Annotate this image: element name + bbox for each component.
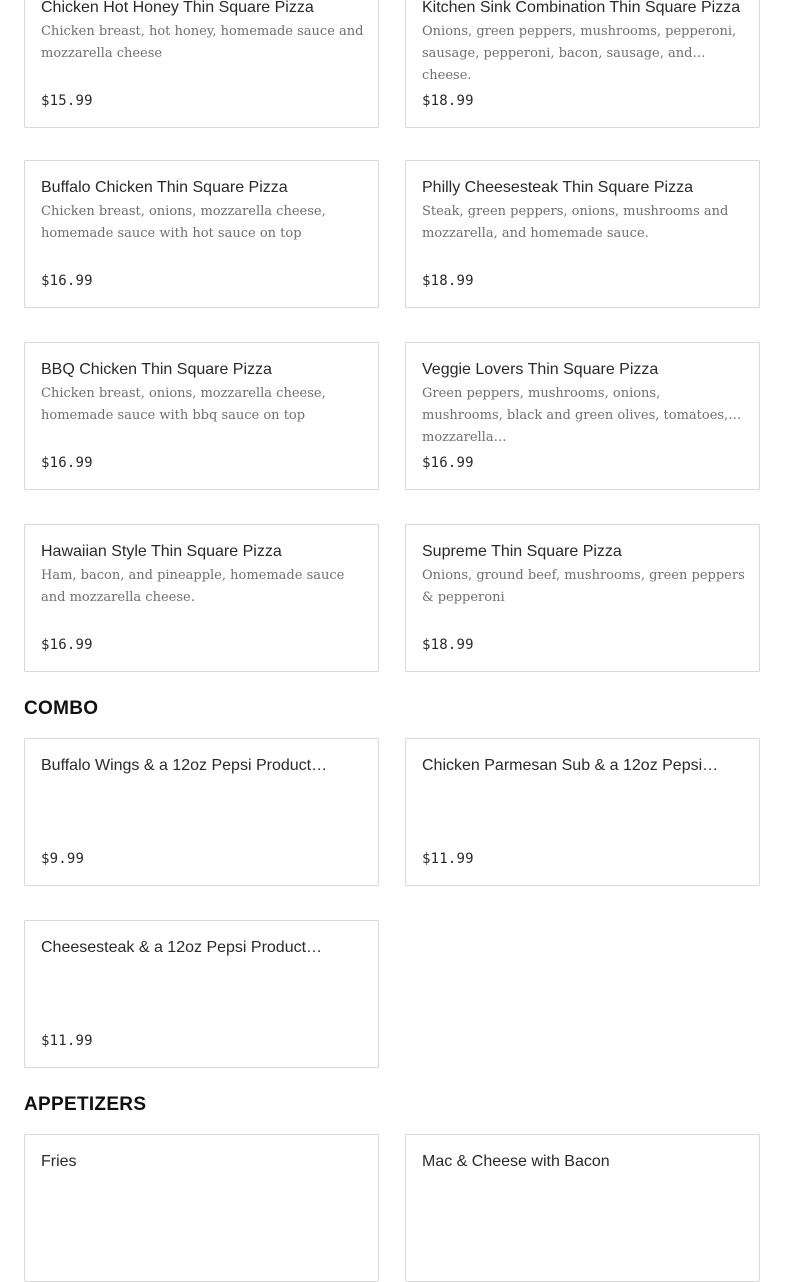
menu-item-price: $18.99 bbox=[422, 273, 474, 289]
menu-item-name: Supreme Thin Square Pizza bbox=[422, 543, 622, 560]
menu-item-name: Hawaiian Style Thin Square Pizza bbox=[41, 543, 282, 560]
menu-item-description: Green peppers, mushrooms, onions, mushrooms, black and green olives, tomatoes, mozzarella… bbox=[422, 386, 729, 445]
menu-item-price: $16.99 bbox=[41, 455, 93, 471]
menu-item-name: Mac & Cheese with Bacon bbox=[422, 1153, 610, 1170]
menu-item-name: Veggie Lovers Thin Square Pizza bbox=[422, 361, 659, 378]
menu-item-description: Onions, ground beef, mushrooms, green peppers & pepperoni bbox=[422, 568, 745, 605]
section-title-appetizers: APPETIZERS bbox=[24, 1094, 147, 1115]
menu-item-price: $18.99 bbox=[422, 93, 474, 109]
menu-item-price: $15.99 bbox=[41, 93, 93, 109]
menu-item-price: $11.99 bbox=[422, 851, 474, 867]
menu-item-name: BBQ Chicken Thin Square Pizza bbox=[41, 361, 272, 378]
menu-item-name: Buffalo Wings & a 12oz Pepsi Product… bbox=[41, 757, 328, 774]
menu-item-name: Chicken Parmesan Sub & a 12oz Pepsi… bbox=[422, 757, 719, 774]
menu-item-card[interactable] bbox=[24, 920, 379, 1068]
menu-item-description: Steak, green peppers, onions, mushrooms and mozzarella, and homemade sauce. bbox=[422, 204, 729, 241]
menu-item-description: Chicken breast, onions, mozzarella cheese, homemade sauce with hot sauce on top bbox=[41, 204, 326, 241]
menu-item-card[interactable] bbox=[24, 0, 379, 128]
menu-item-description: Chicken breast, hot honey, homemade sauce and mozzarella cheese bbox=[41, 24, 364, 61]
menu-item-price: $16.99 bbox=[422, 455, 474, 471]
menu-item-card[interactable] bbox=[24, 160, 379, 308]
menu-item-card[interactable] bbox=[24, 524, 379, 672]
menu-item-card[interactable] bbox=[405, 738, 760, 886]
menu-item-name: Chicken Hot Honey Thin Square Pizza bbox=[41, 0, 314, 16]
section-title-combo: COMBO bbox=[24, 698, 99, 719]
menu-item-description: Chicken breast, onions, mozzarella cheese, homemade sauce with bbq sauce on top bbox=[41, 386, 326, 423]
menu-item-price: $11.99 bbox=[41, 1033, 93, 1049]
menu-item-card[interactable] bbox=[405, 1134, 760, 1282]
menu-item-card[interactable] bbox=[24, 738, 379, 886]
menu-item-card[interactable] bbox=[24, 342, 379, 490]
menu-item-price: $16.99 bbox=[41, 273, 93, 289]
menu-item-card[interactable] bbox=[405, 342, 760, 490]
menu-item-card[interactable] bbox=[405, 160, 760, 308]
menu-item-price: $9.99 bbox=[41, 851, 85, 867]
menu-item-price: $18.99 bbox=[422, 637, 474, 653]
menu-item-description: Onions, green peppers, mushrooms, pepperoni, sausage, pepperoni, bacon, sausage, and cheese. bbox=[422, 24, 737, 83]
menu-item-name: Buffalo Chicken Thin Square Pizza bbox=[41, 179, 288, 196]
menu-item-name: Fries bbox=[41, 1153, 77, 1170]
menu-item-card[interactable] bbox=[24, 1134, 379, 1282]
menu-item-name: Philly Cheesesteak Thin Square Pizza bbox=[422, 179, 693, 196]
menu-item-price: $16.99 bbox=[41, 637, 93, 653]
menu-item-description: Ham, bacon, and pineapple, homemade sauce and mozzarella cheese. bbox=[41, 568, 345, 605]
menu-item-card[interactable] bbox=[405, 0, 760, 128]
menu-item-card[interactable] bbox=[405, 524, 760, 672]
menu-item-name: Kitchen Sink Combination Thin Square Pizza bbox=[422, 0, 741, 16]
menu-item-name: Cheesesteak & a 12oz Pepsi Product… bbox=[41, 939, 323, 956]
